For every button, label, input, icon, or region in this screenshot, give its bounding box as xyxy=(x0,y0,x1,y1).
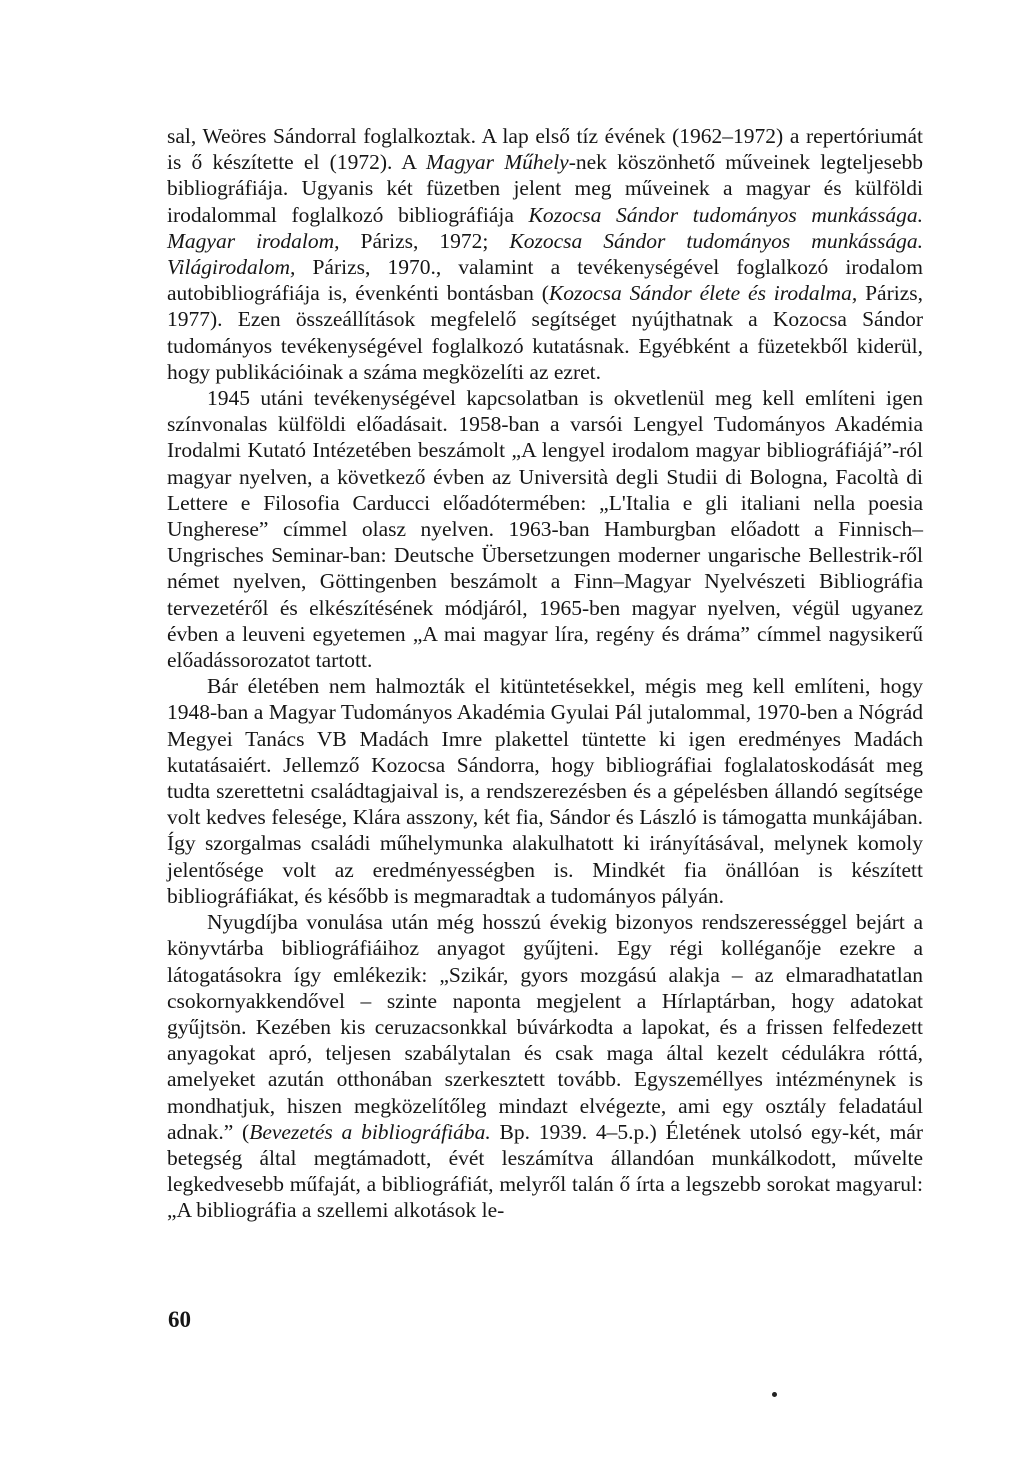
page-number: 60 xyxy=(168,1307,191,1332)
italic-title: Kozocsa Sándor élete és irodalma, xyxy=(548,281,858,306)
text-run: Bár életében nem halmozták el kitüntetésekkel, mégis meg kell említeni, hogy 1948-ban a Magyar Tudományos Akadémia Gyulai Pál jutalommal, 1970-ben a Nógrád Megyei Tanács VB Madách Imre plakettel tüntette ki igen eredményes Madách kutatásaiért. Jellemző Kozocsa Sándorra, hogy bibliográfiai foglalatoskodását meg tudta szerettetni családtagjaival is, a rendszerezésben és a gépelésben állandó segítsége volt kedves felesége, Klára asszony, két fia, Sándor és László is támogatta munkájában. Így szorgalmas családi műhelymunka alakulhatott ki irányításával, melynek komoly jelentősége volt az eredményességben is. Mindkét fia önállóan is készített bibliográfiákat, és később is megmaradtak a tudományos pályán. xyxy=(167,674,923,908)
italic-title: Bevezetés a bibliográfiába. xyxy=(249,1119,491,1144)
paragraph-2 xyxy=(167,385,923,673)
text-run: 1945 utáni tevékenységével kapcsolatban is okvetlenül meg kell említeni igen színvonalas külföldi előadásait. 1958-ban a varsói Lengyel Tudományos Akadémia Irodalmi Kutató Intézetében beszámolt „A lengyel irodalom magyar bibliográfiájá”-ról magyar nyelven, a következő évben az Università degli Studii di Bologna, Facoltà di Lettere e Filosofia Carducci előadótermében: „L'Italia e gli italiani nella poesia Ungherese” címmel olasz nyelven. 1963-ban Hamburgban előadott a Finnisch–Ungrisches Seminar-ban: Deutsche Übersetzungen moderner ungarische Bellestrik-ről német nyelven, Göttingenben beszámolt a Finn–Magyar Nyelvészeti Bibliográfia tervezetéről és elkészítésének módjáról, 1965-ben magyar nyelven, végül ugyanez évben a leuveni egyetemen „A mai magyar líra, regény és dráma” címmel nagysikerű előadássorozatot tartott. xyxy=(167,386,923,673)
italic-title: Kozocsa Sándor tudományos munkássága. Magyar irodalom, xyxy=(167,202,924,253)
paragraph-3 xyxy=(167,673,923,909)
paragraph-1 xyxy=(167,123,923,385)
text-run: Párizs, 1970., valamint a tevékenységével foglalkozó irodalom autobibliográfiája is, évenkénti bontásban ( xyxy=(167,255,923,306)
text-run: Párizs, 1977). Ezen összeállítások megfelelő segítséget nyújthatnak a Kozocsa Sándor tudományos tevékenységével foglalkozó kutatásnak. Egyébként a füzetekből kiderül, hogy publikációinak a száma megközelíti az ezret. xyxy=(167,281,923,384)
italic-title: Kozocsa Sándor tudományos munkássága. Világirodalom, xyxy=(167,228,923,280)
italic-title: Magyar Műhely xyxy=(425,150,569,175)
text-run: -nek köszönhető műveinek legteljesebb bibliográfiája. Ugyanis két füzetben jelent meg műveinek a magyar és külföldi irodalommal foglalkozó bibliográfiája xyxy=(167,150,923,227)
paragraph-4 xyxy=(167,909,923,1223)
speck-mark xyxy=(772,1392,777,1397)
text-run: Párizs, 1972; xyxy=(339,228,510,253)
text-run: sal, Weöres Sándorral foglalkoztak. A lap első tíz évének (1962–1972) a repertóriumát is ő készítette el (1972). A xyxy=(167,124,923,175)
body-text xyxy=(167,123,923,1224)
text-run: Bp. 1939. 4–5.p.) Életének utolsó egy-két, már betegség által megtámadott, évét leszámítva állandóan munkálkodott, művelte legkedvesebb műfaját, a bibliográfiát, melyről talán ő írta a legszebb sorokat magyarul: „A bibliográfia a szellemi alkotások le- xyxy=(167,1119,923,1223)
text-run: Nyugdíjba vonulása után még hosszú évekig bizonyos rendszerességgel bejárt a könyvtárba bibliográfiáihoz anyagot gyűjteni. Egy régi kolléganője ezekre a látogatásokra így emlékezik: „Szikár, gyors mozgású alakja – az elmaradhatatlan csokornyakkendővel – szinte naponta megjelent a Hírlaptárban, hogy adatokat gyűjtsön. Kezében kis ceruzacsonkkal búvárkodta a lapokat, és a frissen felfedezett anyagokat apró, teljesen szabálytalan és csak maga által kezelt cédulákra róttá, amelyeket azután otthonában szerkesztett tovább. Egyszeméllyes intézménynek is mondhatjuk, hiszen megközelítőleg mindazt elvégezte, ami egy osztály feladatául adnak.” ( xyxy=(167,910,923,1144)
